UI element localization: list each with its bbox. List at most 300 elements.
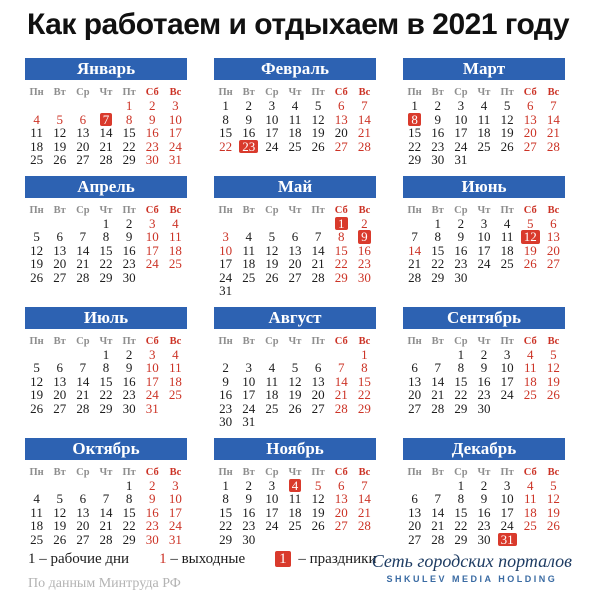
day-cell: 23 [431, 138, 445, 154]
day-cell: 2 [434, 98, 441, 113]
day-cell: 16 [454, 242, 468, 258]
day-cell: 13 [53, 373, 67, 389]
day-cell: 6 [411, 491, 418, 506]
legend-workdays-sample: 1 [28, 551, 36, 567]
weekend-day-cell: 6 [550, 215, 557, 231]
day-header: Чт [477, 204, 491, 216]
day-cell: 4 [480, 98, 488, 113]
day-header: Вт [53, 335, 66, 347]
day-cell: 24 [454, 138, 468, 154]
day-cell: 25 [288, 518, 302, 533]
day-cell: 23 [242, 518, 256, 533]
month-block [214, 58, 376, 167]
day-cell: 20 [76, 518, 90, 533]
day-cell: 6 [56, 229, 63, 244]
days-grid [214, 99, 376, 153]
day-header: Вс [169, 466, 182, 478]
day-cell: 16 [242, 125, 256, 140]
day-cell: 11 [30, 504, 43, 520]
day-cell: 17 [477, 242, 491, 258]
day-cell: 29 [454, 531, 468, 547]
weekend-day-cell: 23 [145, 138, 159, 154]
day-cell: 12 [311, 111, 325, 127]
days-grid [403, 348, 565, 416]
legend [28, 551, 376, 568]
day-cell: 24 [500, 387, 514, 402]
empty-cell [48, 479, 71, 493]
day-cell: 15 [219, 504, 233, 520]
day-header: Чт [99, 466, 113, 478]
day-cell: 8 [102, 229, 110, 244]
day-cell: 13 [288, 242, 302, 258]
day-cell: 26 [30, 400, 44, 416]
month-block [25, 58, 187, 167]
day-cell: 6 [79, 491, 87, 506]
day-header: Чт [288, 87, 302, 98]
day-cell: 19 [288, 387, 302, 402]
empty-cell [25, 348, 48, 362]
day-cell: 12 [30, 242, 44, 258]
day-header: Пн [218, 87, 233, 98]
month-title: Август [214, 307, 376, 329]
day-header: Ср [265, 204, 279, 216]
day-header: Вт [431, 335, 444, 347]
day-cell: 15 [454, 504, 468, 520]
legend-workdays [28, 551, 129, 568]
day-cell: 9 [125, 229, 133, 244]
day-cell: 7 [434, 360, 441, 375]
weekend-day-cell: 5 [527, 215, 534, 231]
weekend-day-cell: 11 [169, 360, 182, 375]
day-cell: 23 [122, 256, 136, 271]
day-cell: 20 [408, 518, 422, 533]
weekend-day-cell: 6 [338, 98, 345, 113]
weekend-day-cell: 28 [334, 400, 348, 416]
day-cell: 22 [454, 518, 468, 533]
day-cell: 3 [457, 98, 465, 113]
day-cell: 13 [76, 125, 90, 140]
day-cell: 14 [76, 373, 90, 389]
month-block [214, 438, 376, 547]
day-cell: 15 [122, 125, 136, 140]
day-cell: 1 [411, 98, 418, 113]
day-cell: 19 [30, 387, 44, 402]
empty-cell [71, 348, 94, 362]
weekend-day-cell: 14 [334, 373, 348, 389]
empty-cell [71, 99, 94, 113]
day-cell: 26 [53, 152, 67, 167]
day-cell: 13 [408, 373, 422, 389]
day-cell: 23 [122, 387, 136, 402]
weekend-day-cell: 7 [338, 360, 345, 375]
day-cell: 5 [33, 360, 40, 375]
month-block [25, 307, 187, 429]
day-cell: 14 [76, 242, 90, 258]
weekend-day-cell: 15 [357, 373, 371, 389]
weekend-day-cell: 22 [357, 387, 371, 402]
day-cell: 10 [477, 229, 491, 244]
day-cell: 9 [480, 491, 488, 506]
weekend-day-cell: 2 [361, 215, 368, 231]
empty-cell [307, 217, 330, 231]
empty-cell [237, 217, 260, 231]
day-cell: 27 [53, 400, 67, 416]
day-cell: 3 [268, 98, 276, 113]
day-cell: 29 [431, 269, 445, 285]
weekend-day-cell: 18 [168, 242, 182, 258]
day-cell: 7 [434, 491, 441, 506]
day-cell: 20 [311, 387, 325, 402]
day-cell: 27 [311, 400, 325, 416]
day-header: Сб [334, 335, 348, 347]
day-header: Пн [407, 466, 422, 478]
day-header: Пт [311, 466, 325, 478]
day-header: Вт [431, 87, 444, 98]
day-cell: 15 [219, 125, 233, 140]
day-cell: 4 [503, 215, 511, 231]
weekend-day-cell: 5 [550, 477, 557, 493]
weekend-day-cell: 25 [168, 387, 182, 402]
day-cell: 10 [454, 111, 468, 127]
day-header: Пт [122, 466, 136, 478]
day-cell: 17 [500, 373, 514, 389]
days-grid [25, 99, 187, 167]
day-cell: 17 [219, 256, 233, 271]
day-header: Вс [169, 87, 182, 98]
weekend-day-cell: 24 [168, 518, 182, 533]
day-header: Сб [523, 204, 537, 216]
day-cell: 7 [79, 360, 87, 375]
weekend-day-cell: 9 [149, 491, 156, 506]
day-cell: 29 [454, 400, 468, 416]
empty-cell [260, 348, 283, 362]
weekend-day-cell: 10 [145, 229, 159, 244]
weekend-day-cell: 3 [222, 229, 229, 244]
empty-cell [330, 348, 353, 362]
days-grid [214, 217, 376, 298]
day-header: Чт [99, 204, 113, 216]
day-cell: 8 [434, 229, 441, 244]
day-header: Сб [334, 204, 348, 216]
weekend-day-cell: 27 [334, 138, 348, 154]
day-cell: 7 [102, 491, 110, 506]
weekend-day-cell: 5 [314, 477, 322, 493]
day-cell: 26 [288, 400, 302, 416]
day-header: Пт [311, 204, 325, 216]
weekend-day-cell: 2 [149, 98, 156, 113]
day-cell: 8 [457, 491, 465, 506]
weekend-day-cell: 26 [546, 387, 560, 402]
day-cell: 12 [53, 125, 67, 140]
day-cell: 24 [219, 269, 233, 285]
weekend-day-cell: 4 [527, 346, 534, 362]
empty-cell [48, 217, 71, 231]
day-cell: 28 [311, 269, 325, 285]
empty-cell [25, 217, 48, 231]
month-title: Сентябрь [403, 307, 565, 329]
holiday-day-cell: 4 [283, 479, 306, 493]
day-header: Чт [99, 87, 113, 98]
day-header: Пт [311, 87, 325, 98]
weekend-day-cell: 17 [168, 125, 182, 140]
day-cell: 1 [434, 215, 441, 231]
day-cell: 16 [122, 373, 136, 389]
days-grid [25, 217, 187, 285]
empty-cell [426, 479, 449, 493]
day-header-row [25, 466, 187, 479]
weekend-day-cell: 18 [168, 373, 182, 389]
weekend-day-cell: 27 [546, 256, 560, 271]
weekend-day-cell: 4 [172, 346, 179, 362]
weekend-day-cell: 14 [546, 111, 560, 127]
day-header: Пт [500, 204, 514, 216]
day-cell: 5 [314, 98, 322, 113]
day-cell: 18 [242, 256, 256, 271]
day-header: Вс [547, 466, 560, 478]
weekend-day-cell: 29 [357, 400, 371, 416]
day-cell: 9 [125, 360, 133, 375]
day-cell: 22 [219, 518, 233, 533]
weekend-day-cell: 24 [145, 256, 159, 271]
holiday-day-cell: 1 [330, 217, 353, 231]
weekend-day-cell: 31 [145, 400, 159, 416]
source-note: По данным Минтруда РФ [28, 576, 181, 591]
holiday-day-cell: 12 [519, 230, 542, 244]
day-cell: 13 [76, 504, 90, 520]
legend-holidays [275, 551, 376, 568]
day-cell: 14 [99, 504, 113, 520]
day-cell: 30 [477, 400, 491, 416]
day-cell: 25 [477, 138, 491, 154]
day-cell: 25 [500, 256, 514, 271]
day-header: Сб [523, 87, 537, 98]
day-header: Сб [523, 466, 537, 478]
publisher-logo [372, 551, 572, 584]
day-header: Вт [53, 87, 66, 98]
day-cell: 9 [245, 491, 252, 506]
day-cell: 9 [222, 373, 229, 389]
day-header: Сб [145, 204, 159, 216]
day-header: Чт [99, 335, 113, 347]
day-cell: 11 [30, 125, 43, 140]
weekend-day-cell: 25 [523, 518, 537, 533]
day-cell: 6 [411, 360, 418, 375]
day-cell: 18 [288, 125, 302, 140]
day-cell: 23 [477, 518, 491, 533]
day-cell: 30 [431, 152, 445, 167]
day-cell: 1 [222, 477, 229, 493]
day-cell: 31 [219, 283, 233, 298]
weekend-day-cell: 21 [357, 504, 371, 520]
month-block [403, 58, 565, 167]
day-cell: 24 [242, 400, 256, 416]
day-header: Пн [407, 204, 422, 216]
day-cell: 19 [311, 125, 325, 140]
day-cell: 18 [265, 387, 279, 402]
day-cell: 24 [265, 138, 279, 154]
day-cell: 13 [53, 242, 67, 258]
weekend-day-cell: 25 [168, 256, 182, 271]
weekend-day-cell: 24 [168, 138, 182, 154]
day-cell: 12 [500, 111, 514, 127]
holiday-day-cell: 8 [403, 113, 426, 127]
weekend-day-cell: 18 [523, 504, 537, 520]
day-cell: 22 [122, 138, 136, 154]
day-cell: 1 [222, 98, 229, 113]
day-cell: 28 [99, 152, 113, 167]
month-title: Январь [25, 58, 187, 80]
weekend-day-cell: 27 [523, 138, 537, 154]
weekend-day-cell: 28 [357, 138, 371, 154]
day-header: Чт [477, 335, 491, 347]
day-cell: 17 [500, 504, 514, 520]
month-block [214, 176, 376, 298]
weekend-day-cell: 31 [168, 531, 182, 547]
day-header: Вс [547, 204, 560, 216]
day-cell: 8 [222, 491, 229, 506]
day-cell: 30 [477, 531, 491, 547]
day-cell: 22 [99, 387, 113, 402]
day-cell: 21 [408, 256, 422, 271]
day-cell: 15 [408, 125, 422, 140]
day-header: Вс [169, 204, 182, 216]
day-cell: 11 [500, 229, 514, 244]
weekend-day-cell: 9 [149, 111, 156, 127]
day-cell: 28 [431, 400, 445, 416]
weekend-day-cell: 20 [523, 125, 537, 140]
day-header: Ср [454, 87, 468, 98]
day-cell: 8 [102, 360, 110, 375]
day-cell: 26 [311, 518, 325, 533]
weekend-day-cell: 31 [168, 152, 182, 167]
weekend-day-cell: 16 [357, 242, 371, 258]
day-cell: 28 [99, 531, 113, 547]
day-cell: 19 [30, 256, 44, 271]
weekend-day-cell: 4 [33, 111, 40, 127]
weekend-day-cell: 17 [145, 373, 159, 389]
day-cell: 17 [265, 504, 279, 520]
day-header: Вс [547, 335, 560, 347]
day-cell: 17 [454, 125, 468, 140]
day-cell: 16 [477, 373, 491, 389]
month-block [403, 176, 565, 298]
days-grid [403, 479, 565, 547]
day-header: Вт [242, 335, 255, 347]
day-cell: 20 [334, 125, 348, 140]
empty-cell [403, 348, 426, 362]
day-header: Пн [29, 466, 44, 478]
empty-cell [71, 479, 94, 493]
day-cell: 8 [222, 111, 229, 127]
day-cell: 10 [500, 491, 514, 506]
holiday-day-cell: 9 [353, 230, 376, 244]
day-cell: 1 [125, 477, 133, 493]
day-cell: 4 [291, 98, 299, 113]
day-cell: 4 [268, 360, 276, 375]
day-cell: 5 [503, 98, 511, 113]
weekend-day-cell: 12 [546, 360, 560, 375]
day-cell: 2 [457, 215, 465, 231]
day-cell: 19 [265, 256, 279, 271]
day-header-row [25, 86, 187, 99]
weekend-day-cell: 7 [361, 98, 368, 113]
day-cell: 21 [431, 387, 445, 402]
day-cell: 3 [503, 346, 511, 362]
weekend-day-cell: 30 [357, 269, 371, 285]
empty-cell [94, 99, 117, 113]
day-cell: 18 [30, 518, 44, 533]
day-header: Вт [53, 204, 66, 216]
weekend-day-cell: 13 [546, 229, 560, 244]
day-cell: 18 [288, 504, 302, 520]
weekend-day-cell: 24 [145, 387, 159, 402]
month-title: Май [214, 176, 376, 198]
weekend-day-cell: 3 [172, 477, 179, 493]
weekend-day-cell: 8 [125, 111, 133, 127]
day-cell: 22 [99, 256, 113, 271]
day-cell: 17 [265, 125, 279, 140]
page-title: Как работаем и отдыхаем в 2021 году [27, 8, 569, 41]
month-block [25, 438, 187, 547]
day-cell: 11 [288, 111, 302, 127]
days-grid [25, 479, 187, 547]
weekend-day-cell: 28 [357, 518, 371, 533]
day-cell: 6 [314, 360, 322, 375]
legend-workdays-label: – рабочие дни [39, 551, 130, 567]
day-header: Ср [454, 204, 468, 216]
weekend-day-cell: 5 [56, 111, 63, 127]
month-title: Апрель [25, 176, 187, 198]
day-cell: 26 [53, 531, 67, 547]
empty-cell [307, 348, 330, 362]
empty-cell [25, 99, 48, 113]
weekend-day-cell: 23 [145, 518, 159, 533]
empty-cell [214, 348, 237, 362]
weekend-day-cell: 29 [334, 269, 348, 285]
day-cell: 25 [242, 269, 256, 285]
day-cell: 17 [242, 387, 256, 402]
weekend-day-cell: 15 [334, 242, 348, 258]
day-cell: 19 [500, 125, 514, 140]
calendar-grid [25, 58, 565, 546]
day-header: Чт [288, 204, 302, 216]
day-cell: 18 [477, 125, 491, 140]
weekend-day-cell: 21 [546, 125, 560, 140]
day-cell: 20 [53, 256, 67, 271]
empty-cell [260, 217, 283, 231]
weekend-day-cell: 30 [145, 152, 159, 167]
publisher-logo-name: Сеть городских порталов [371, 551, 572, 571]
day-cell: 21 [76, 387, 90, 402]
day-header: Вс [358, 335, 371, 347]
weekend-day-cell: 8 [361, 360, 368, 375]
day-cell: 16 [431, 125, 445, 140]
day-cell: 20 [76, 138, 90, 154]
day-cell: 21 [99, 518, 113, 533]
day-cell: 26 [30, 269, 44, 285]
day-cell: 3 [480, 215, 488, 231]
weekend-day-cell: 1 [361, 346, 368, 362]
weekend-day-cell: 21 [357, 125, 371, 140]
day-cell: 5 [268, 229, 276, 244]
day-cell: 2 [480, 346, 488, 362]
day-header-row [214, 466, 376, 479]
day-cell: 9 [480, 360, 488, 375]
day-header: Вт [242, 87, 255, 98]
day-cell: 18 [30, 138, 44, 154]
day-cell: 21 [76, 256, 90, 271]
day-cell: 16 [219, 387, 233, 402]
